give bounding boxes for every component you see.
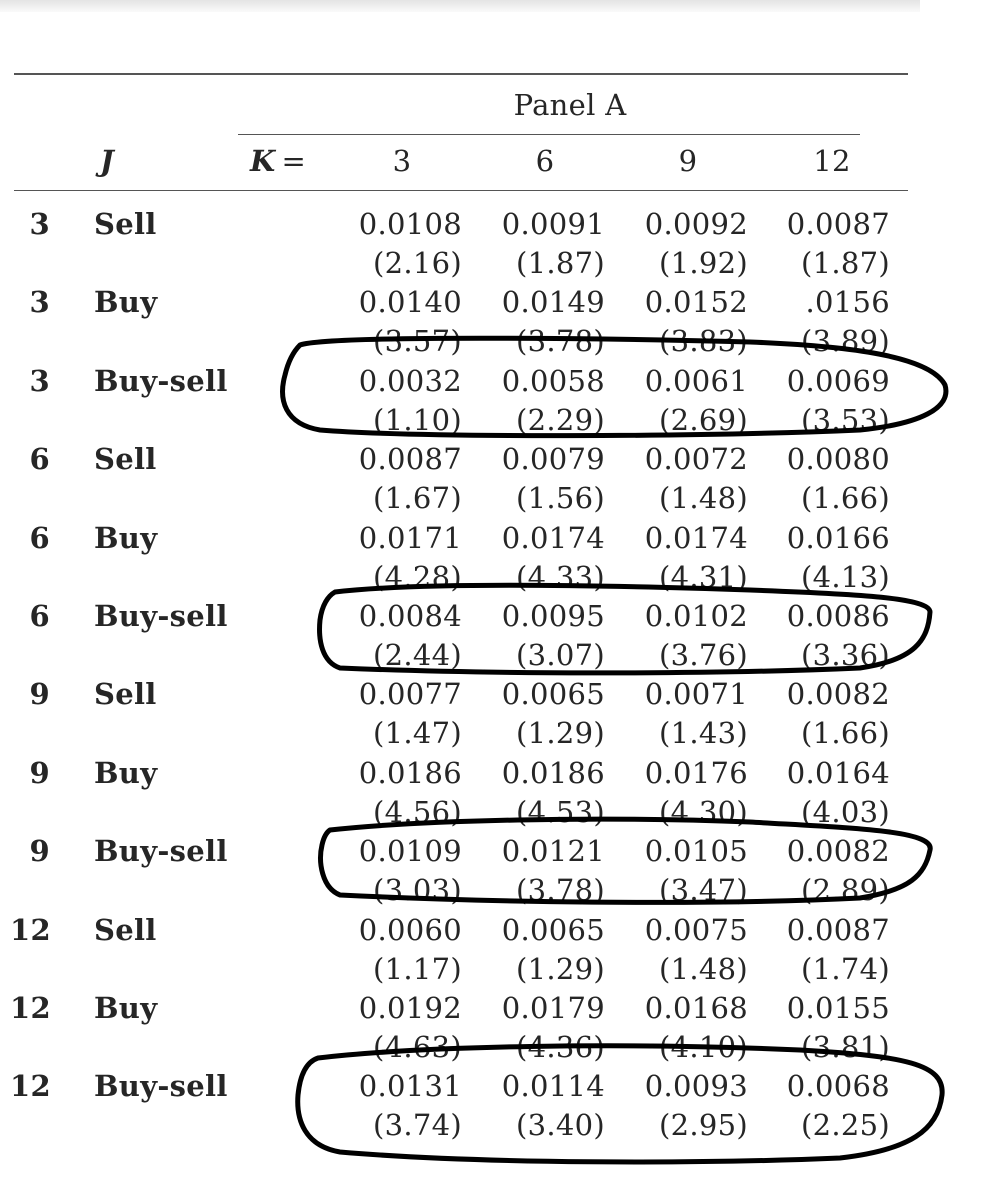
return-value-cell: 0.0105 — [644, 834, 748, 868]
return-value-cell: 0.0186 — [358, 756, 462, 790]
return-value-cell: 0.0065 — [501, 913, 605, 947]
row-label: Sell — [94, 677, 157, 711]
t-stat-cell: (4.33) — [516, 560, 605, 594]
t-stat-cell: (2.95) — [659, 1108, 748, 1142]
t-stat-cell: (2.16) — [373, 246, 462, 280]
return-value-cell: 0.0114 — [501, 1069, 605, 1103]
return-value-cell: 0.0032 — [358, 364, 462, 398]
header-rule — [14, 190, 908, 191]
row-label: Buy — [94, 991, 158, 1025]
row-j-value: 3 — [29, 285, 50, 319]
t-stat-cell: (3.89) — [801, 324, 890, 358]
return-value-cell: 0.0065 — [501, 677, 605, 711]
header-k-value: 12 — [813, 144, 851, 178]
t-stat-cell: (1.43) — [659, 716, 748, 750]
return-value-cell: 0.0091 — [501, 207, 605, 241]
t-stat-cell: (1.67) — [373, 481, 462, 515]
return-value-cell: 0.0149 — [501, 285, 605, 319]
return-value-cell: 0.0075 — [644, 913, 748, 947]
header-j: J — [100, 144, 115, 178]
return-value-cell: 0.0086 — [786, 599, 890, 633]
row-j-value: 6 — [29, 442, 50, 476]
return-value-cell: 0.0087 — [786, 913, 890, 947]
header-k-value: 6 — [535, 144, 555, 178]
t-stat-cell: (4.10) — [659, 1030, 748, 1064]
table-top-rule — [14, 73, 908, 75]
row-j-value: 3 — [29, 364, 50, 398]
return-value-cell: 0.0174 — [501, 521, 605, 555]
panel-underline — [238, 134, 860, 135]
return-value-cell: 0.0168 — [644, 991, 748, 1025]
header-k — [250, 145, 306, 177]
row-label: Sell — [94, 442, 157, 476]
row-label: Buy — [94, 285, 158, 319]
row-j-value: 12 — [10, 913, 51, 947]
t-stat-cell: (4.30) — [659, 795, 748, 829]
return-value-cell: 0.0174 — [644, 521, 748, 555]
return-value-cell: 0.0131 — [358, 1069, 462, 1103]
row-label: Sell — [94, 913, 157, 947]
return-value-cell: 0.0176 — [644, 756, 748, 790]
t-stat-cell: (3.40) — [516, 1108, 605, 1142]
row-j-value: 3 — [29, 207, 50, 241]
row-label: Buy-sell — [94, 364, 228, 398]
t-stat-cell: (4.63) — [373, 1030, 462, 1064]
t-stat-cell: (4.28) — [373, 560, 462, 594]
return-value-cell: 0.0071 — [644, 677, 748, 711]
panel-title: Panel A — [513, 88, 627, 122]
t-stat-cell: (3.07) — [516, 638, 605, 672]
header-k-value: 3 — [392, 144, 412, 178]
return-value-cell: 0.0079 — [501, 442, 605, 476]
return-value-cell: 0.0093 — [644, 1069, 748, 1103]
t-stat-cell: (4.53) — [516, 795, 605, 829]
t-stat-cell: (1.17) — [373, 952, 462, 986]
return-value-cell: 0.0166 — [786, 521, 890, 555]
return-value-cell: 0.0109 — [358, 834, 462, 868]
row-j-value: 12 — [10, 991, 51, 1025]
t-stat-cell: (1.66) — [801, 481, 890, 515]
return-value-cell: 0.0072 — [644, 442, 748, 476]
t-stat-cell: (3.47) — [659, 873, 748, 907]
t-stat-cell: (2.69) — [659, 403, 748, 437]
return-value-cell: 0.0186 — [501, 756, 605, 790]
t-stat-cell: (3.78) — [516, 873, 605, 907]
return-value-cell: 0.0058 — [501, 364, 605, 398]
t-stat-cell: (1.87) — [516, 246, 605, 280]
row-j-value: 12 — [10, 1069, 51, 1103]
t-stat-cell: (1.74) — [801, 952, 890, 986]
return-value-cell: 0.0082 — [786, 677, 890, 711]
header-k-equals: = — [281, 144, 307, 178]
return-value-cell: 0.0077 — [358, 677, 462, 711]
t-stat-cell: (1.48) — [659, 481, 748, 515]
return-value-cell: 0.0152 — [644, 285, 748, 319]
row-label: Buy-sell — [94, 1069, 228, 1103]
return-value-cell: 0.0061 — [644, 364, 748, 398]
return-value-cell: 0.0087 — [786, 207, 890, 241]
t-stat-cell: (3.83) — [659, 324, 748, 358]
t-stat-cell: (3.74) — [373, 1108, 462, 1142]
row-j-value: 9 — [29, 677, 50, 711]
t-stat-cell: (4.31) — [659, 560, 748, 594]
return-value-cell: 0.0192 — [358, 991, 462, 1025]
t-stat-cell: (2.89) — [801, 873, 890, 907]
return-value-cell: 0.0092 — [644, 207, 748, 241]
return-value-cell: 0.0084 — [358, 599, 462, 633]
return-value-cell: 0.0102 — [644, 599, 748, 633]
t-stat-cell: (2.29) — [516, 403, 605, 437]
row-j-value: 9 — [29, 834, 50, 868]
t-stat-cell: (2.25) — [801, 1108, 890, 1142]
t-stat-cell: (3.76) — [659, 638, 748, 672]
row-j-value: 6 — [29, 521, 50, 555]
return-value-cell: 0.0140 — [358, 285, 462, 319]
row-j-value: 6 — [29, 599, 50, 633]
return-value-cell: 0.0171 — [358, 521, 462, 555]
header-k-value: 9 — [678, 144, 698, 178]
t-stat-cell: (1.10) — [373, 403, 462, 437]
row-label: Buy — [94, 521, 158, 555]
return-value-cell: 0.0080 — [786, 442, 890, 476]
t-stat-cell: (4.13) — [801, 560, 890, 594]
row-label: Buy — [94, 756, 158, 790]
return-value-cell: 0.0164 — [786, 756, 890, 790]
t-stat-cell: (4.03) — [801, 795, 890, 829]
window-top-shadow — [0, 0, 920, 12]
t-stat-cell: (1.48) — [659, 952, 748, 986]
t-stat-cell: (4.56) — [373, 795, 462, 829]
t-stat-cell: (1.29) — [516, 716, 605, 750]
return-value-cell: 0.0082 — [786, 834, 890, 868]
t-stat-cell: (3.36) — [801, 638, 890, 672]
t-stat-cell: (1.29) — [516, 952, 605, 986]
return-value-cell: 0.0087 — [358, 442, 462, 476]
row-label: Buy-sell — [94, 834, 228, 868]
row-j-value: 9 — [29, 756, 50, 790]
t-stat-cell: (1.47) — [373, 716, 462, 750]
t-stat-cell: (1.92) — [659, 246, 748, 280]
t-stat-cell: (3.03) — [373, 873, 462, 907]
return-value-cell: 0.0121 — [501, 834, 605, 868]
header-k-symbol: K — [250, 144, 276, 178]
t-stat-cell: (1.56) — [516, 481, 605, 515]
return-value-cell: 0.0068 — [786, 1069, 890, 1103]
return-value-cell: 0.0060 — [358, 913, 462, 947]
t-stat-cell: (2.44) — [373, 638, 462, 672]
t-stat-cell: (1.87) — [801, 246, 890, 280]
return-value-cell: .0156 — [805, 285, 890, 319]
t-stat-cell: (3.57) — [373, 324, 462, 358]
t-stat-cell: (3.53) — [801, 403, 890, 437]
return-value-cell: 0.0069 — [786, 364, 890, 398]
t-stat-cell: (4.36) — [516, 1030, 605, 1064]
return-value-cell: 0.0155 — [786, 991, 890, 1025]
row-label: Buy-sell — [94, 599, 228, 633]
return-value-cell: 0.0108 — [358, 207, 462, 241]
return-value-cell: 0.0095 — [501, 599, 605, 633]
t-stat-cell: (1.66) — [801, 716, 890, 750]
row-label: Sell — [94, 207, 157, 241]
return-value-cell: 0.0179 — [501, 991, 605, 1025]
t-stat-cell: (3.81) — [801, 1030, 890, 1064]
t-stat-cell: (3.78) — [516, 324, 605, 358]
